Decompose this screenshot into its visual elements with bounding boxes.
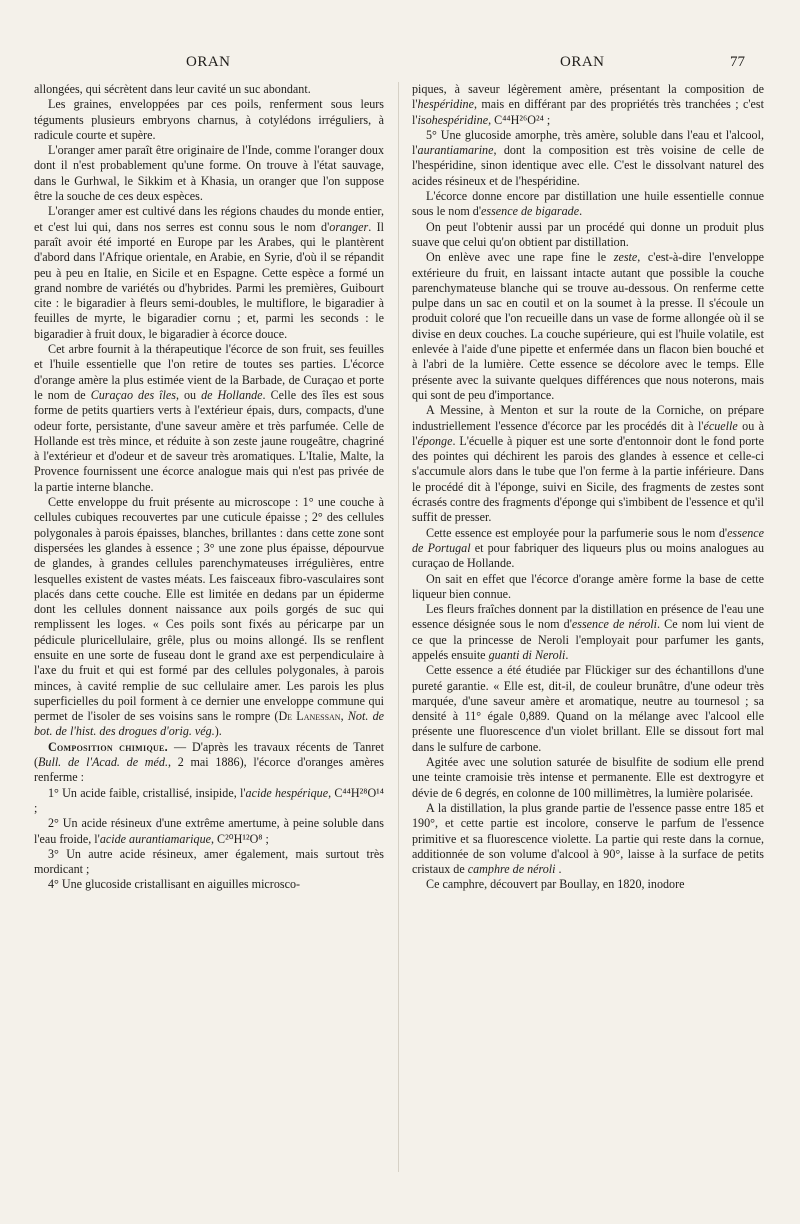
- left-column: [34, 82, 384, 893]
- paragraph: Cet arbre fournit à la thérapeutique l'écorce de son fruit, ses feuilles et l'huile essentielle que l'on retire de toutes ses parties. L'écorce d'orange amère la plus estimée vient de la Barbade, de Curaçao et porte le nom de Curaçao des îles, ou de Hollande. Celle des îles est sous forme de petits quartiers verts à l'extérieur épais, durs, compacts, d'une odeur forte, persistante, d'une saveur amère et très parfumée. Celle de Hollande est très mince, et réduite à son zeste jaune rougeâtre, chagriné à l'extérieur et d'odeur et de saveur très aromatiques. L'Italie, Malte, la Provence fournissent une écorce analogue mais qui n'est pas privée de la partie interne blanche.: [34, 342, 384, 494]
- paragraph: Agitée avec une solution saturée de bisulfite de sodium elle prend une teinte cramoisie très intense et permanente. Elle est dextrogyre et dévie de 6 degrés, en colonne de 100 millimètres, la lumière polarisée.: [412, 755, 764, 800]
- paragraph: On peut l'obtenir aussi par un procédé qui donne un produit plus suave que celui qu'on obtient par distillation.: [412, 219, 764, 249]
- right-column: [412, 82, 764, 893]
- paragraph: allongées, qui sécrètent dans leur cavité un suc abondant.: [34, 82, 311, 96]
- running-title-left: ORAN: [186, 54, 231, 70]
- paragraph: A Messine, à Menton et sur la route de la Corniche, on prépare industriellement l'essence d'écorce par les procédés dit à l'écuelle ou à l'éponge. L'écuelle à piquer est une sorte d'entonnoir dont le fond porte des pointes qui déchirent les parois des glandes à essence et celle-ci s'accumule alors dans le tube que l'on ferme à la partie inférieure. Dans le procédé dit à l'éponge, suivi en Sicile, des fragments de zestes sont écrasés contre des fragments d'éponge qui s'imbibent de l'essence et qu'il suffit de presser.: [412, 403, 764, 525]
- list-item: 4° Une glucoside cristallisant en aiguilles microsco-: [48, 877, 301, 892]
- section-paragraph: Composition chimique. — D'après les travaux récents de Tanret (Bull. de l'Acad. de méd., 2 mai 1886), l'écorce d'oranges amères renferme :: [34, 739, 385, 785]
- list-item: 1° Un acide faible, cristallisé, insipide, l'acide hespérique, C⁴⁴H²⁸O¹⁴ ;: [34, 785, 385, 815]
- running-title-right: ORAN: [560, 54, 605, 70]
- paragraph: L'écorce donne encore par distillation une huile essentielle connue sous le nom d'essence de bigarade.: [412, 189, 764, 219]
- list-item: 3° Un autre acide résineux, amer également, mais surtout très mordicant ;: [34, 846, 384, 877]
- paragraph: L'oranger amer paraît être originaire de l'Inde, comme l'oranger doux dont il n'est probablement qu'une forme. On trouve à l'état sauvage, dans le Gurhwal, le Sikkim et à Khasia, un oranger que l'on suppose être la souche de ces deux espèces.: [34, 143, 384, 204]
- list-item: 5° Une glucoside amorphe, très amère, soluble dans l'eau et l'alcool, l'aurantiamarine, dont la composition est très voisine de celle de l'hespéridine, sinon identique avec elle. C'est le dissolvant naturel des acides résineux et de l'hespéridine.: [412, 127, 764, 188]
- paragraph: Les graines, enveloppées par ces poils, renferment sous leurs téguments plusieurs embryons charnus, à cotylédons irréguliers, à radicule courte et supère.: [34, 97, 384, 142]
- list-item: 2° Un acide résineux d'une extrême amertume, à peine soluble dans l'eau froide, l'acide aurantiamarique, C²⁰H¹²O⁸ ;: [34, 816, 384, 846]
- paragraph: On enlève avec une rape fine le zeste, c'est-à-dire l'enveloppe extérieure du fruit, en laissant intacte autant que possible la couche parenchymateuse blanche qui se trouve au-dessous. On renferme cette pulpe dans un sac en coutil et on la soumet à la presse. Il s'écoule un produit coloré que l'on recueille dans un vase de forme allongée où il se divise en deux couches. La couche supérieure, qui est l'huile volatile, est enlevée à l'aide d'une pipette et enfermée dans un flacon bien bouché et à l'abri de la lumière. Cette essence se décolore avec le temps. Elle présente avec la suivante quelques différences que nous noterons, mais qui sont de peu d'importance.: [412, 250, 765, 402]
- paragraph: Cette enveloppe du fruit présente au microscope : 1° une couche à cellules cubiques recouvertes par une cuticule épaisse ; 2° des cellules polygonales à parois épaisses, blanches, brillantes : dans cette zone sont dispersées les glandes à essence ; 3° une zone plus épaisse, dépourvue de glandes, à grandes cellules parenchymateuses irrégulières, entre lesquelles existent de vastes méats. Les faisceaux fibro-vasculaires sont placés dans cette couche. Elle est limitée en dedans par un épiderme dont les cellules donnent naissance aux poils gorgés de suc qui remplissent les loges. « Ces poils sont fixés au péricarpe par un pédicule pluricellulaire, grêle, plus ou moins allongé. Ils se renflent ensuite en une sorte de fuseau dont le grand axe est perpendiculaire à l'axe du fruit et qui est formé par des cellules polygonales, à parois minces, à cavité remplie de suc cellulaire amer. Les parois les plus superficielles du poil forment à ce dernier une enveloppe commune qui permet de l'isoler de ses voisins sans le rompre (De Lanessan, Not. de bot. de l'hist. des drogues d'orig. vég.).: [34, 495, 385, 739]
- paragraph: Cette essence est employée pour la parfumerie sous le nom d'essence de Portugal et pour fabriquer des liqueurs plus ou moins analogues au curaçao de Hollande.: [412, 525, 764, 571]
- page-number: 77: [730, 54, 745, 70]
- paragraph: Les fleurs fraîches donnent par la distillation en présence de l'eau une essence désignée sous le nom d'essence de néroli. Ce nom lui vient de ce que la princesse de Neroli l'employait pour parfumer les gants, appelés ensuite guanti di Neroli.: [412, 602, 764, 662]
- paragraph: On sait en effet que l'écorce d'orange amère forme la base de cette liqueur bien connue.: [412, 571, 764, 601]
- paragraph: Ce camphre, découvert par Boullay, en 1820, inodore: [426, 877, 685, 892]
- paragraph: piques, à saveur légèrement amère, présentant la composition de l'hespéridine, mais en différant par des propriétés très tranchées ; c'est l'isohespéridine, C⁴⁴H²⁶O²⁴ ;: [412, 82, 764, 127]
- page-header: [0, 54, 800, 78]
- section-heading: Composition chimique.: [48, 739, 169, 754]
- paragraph: A la distillation, la plus grande partie de l'essence passe entre 185 et 190°, et cette partie est incolore, conserve le parfum de l'essence primitive et sa fluorescence violette. La partie qui reste dans la cornue, additionnée de son volume d'alcool à 90°, laisse à la surface de petits cristaux de camphre de néroli .: [412, 800, 764, 877]
- paragraph: Cette essence a été étudiée par Flückiger sur des échantillons d'une pureté garantie. « Elle est, dit-il, de couleur brunâtre, d'une odeur très marquée, d'une saveur amère et aromatique, neutre au tournesol ; sa densité à 11° égale 0,889. Quand on la mélange avec l'alcool elle présente une fluorescence d'un violet brillant. Elle se dissout fort mal dans le sulfure de carbone.: [412, 663, 764, 754]
- column-divider: [398, 82, 399, 1172]
- paragraph: L'oranger amer est cultivé dans les régions chaudes du monde entier, et c'est lui qui, dans nos serres est connu sous le nom d'oranger. Il paraît avoir été importé en Europe par les Arabes, qui le plantèrent d'abord dans l'Afrique orientale, en Arabie, en Syrie, d'où il se répandit peu à peu en Italie, en Sicile et en Espagne. Cette espèce a formé un grand nombre de variétés ou d'hybrides. Parmi les premières, Guibourt cite : le bigaradier à fleurs semi-doubles, le multiflore, le bigaradier à feuilles de myrte, le bigaradier cornu ; et, parmi les seconds : le bigaradier à fruit doux, le bigaradier à écorce douce.: [34, 204, 384, 341]
